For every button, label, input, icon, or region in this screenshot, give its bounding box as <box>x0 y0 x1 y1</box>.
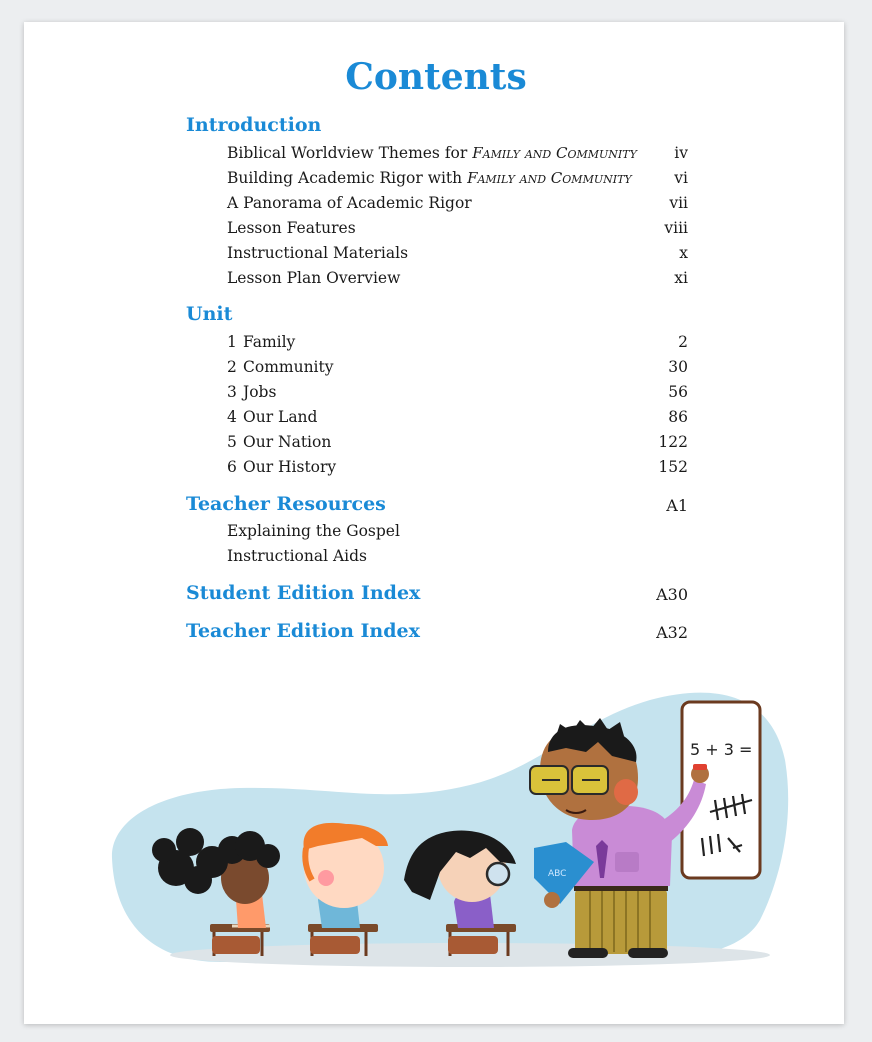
unit-number: 3 <box>227 383 237 401</box>
toc-entry-lesson-features[interactable]: Lesson Features <box>227 219 356 237</box>
toc-page-number: vi <box>674 169 688 187</box>
toc-entry-instructional-materials[interactable]: Instructional Materials <box>227 244 409 262</box>
entry-emphasis: Family and Community <box>472 144 637 162</box>
unit-number: 6 <box>227 458 237 476</box>
entry-label: Community <box>243 358 334 376</box>
toc-entry-instructional-aids[interactable]: Instructional Aids <box>227 547 368 565</box>
toc-entry-lesson-plan-overview[interactable]: Lesson Plan Overview <box>227 269 401 287</box>
entry-label: Building Academic Rigor with <box>227 169 468 187</box>
entry-emphasis: Family and Community <box>467 169 632 187</box>
toc-page-number: A1 <box>666 496 688 515</box>
toc-page-number: 2 <box>678 333 688 351</box>
toc-page-number: x <box>679 244 688 262</box>
toc-page-number: 152 <box>658 458 688 476</box>
section-heading-unit[interactable]: Unit <box>186 303 233 325</box>
unit-number: 2 <box>227 358 237 376</box>
whiteboard-equation: 5 + 3 = <box>690 740 753 759</box>
toc-page-number: A30 <box>656 585 688 604</box>
unit-number: 1 <box>227 333 237 351</box>
entry-label: Family <box>243 333 296 351</box>
toc-page-number: vii <box>669 194 688 212</box>
toc-page-number: 86 <box>668 408 688 426</box>
toc-entry-panorama[interactable]: A Panorama of Academic Rigor <box>227 194 472 212</box>
entry-label: Our Land <box>243 408 318 426</box>
book-cover-text: ABC <box>548 869 567 879</box>
toc-page-number: 30 <box>668 358 688 376</box>
entry-label: Our History <box>243 458 337 476</box>
toc-page-number: A32 <box>656 623 688 642</box>
toc-page-number: xi <box>674 269 688 287</box>
section-heading-teacher-index[interactable]: Teacher Edition Index <box>186 620 420 642</box>
toc-page-number: viii <box>664 219 688 237</box>
unit-number: 4 <box>227 408 237 426</box>
unit-number: 5 <box>227 433 237 451</box>
entry-label: Our Nation <box>243 433 332 451</box>
toc-entry-explaining-gospel[interactable]: Explaining the Gospel <box>227 522 400 540</box>
toc-page-number: iv <box>674 144 688 162</box>
entry-label: Jobs <box>243 383 277 401</box>
section-heading-student-index[interactable]: Student Edition Index <box>186 582 421 604</box>
toc-page-number: 122 <box>658 433 688 451</box>
entry-label: Biblical Worldview Themes for <box>227 144 473 162</box>
toc-page-number: 56 <box>668 383 688 401</box>
section-heading-teacher-resources[interactable]: Teacher Resources <box>186 493 386 515</box>
section-heading-introduction[interactable]: Introduction <box>186 114 322 136</box>
page-title: Contents <box>345 56 527 98</box>
